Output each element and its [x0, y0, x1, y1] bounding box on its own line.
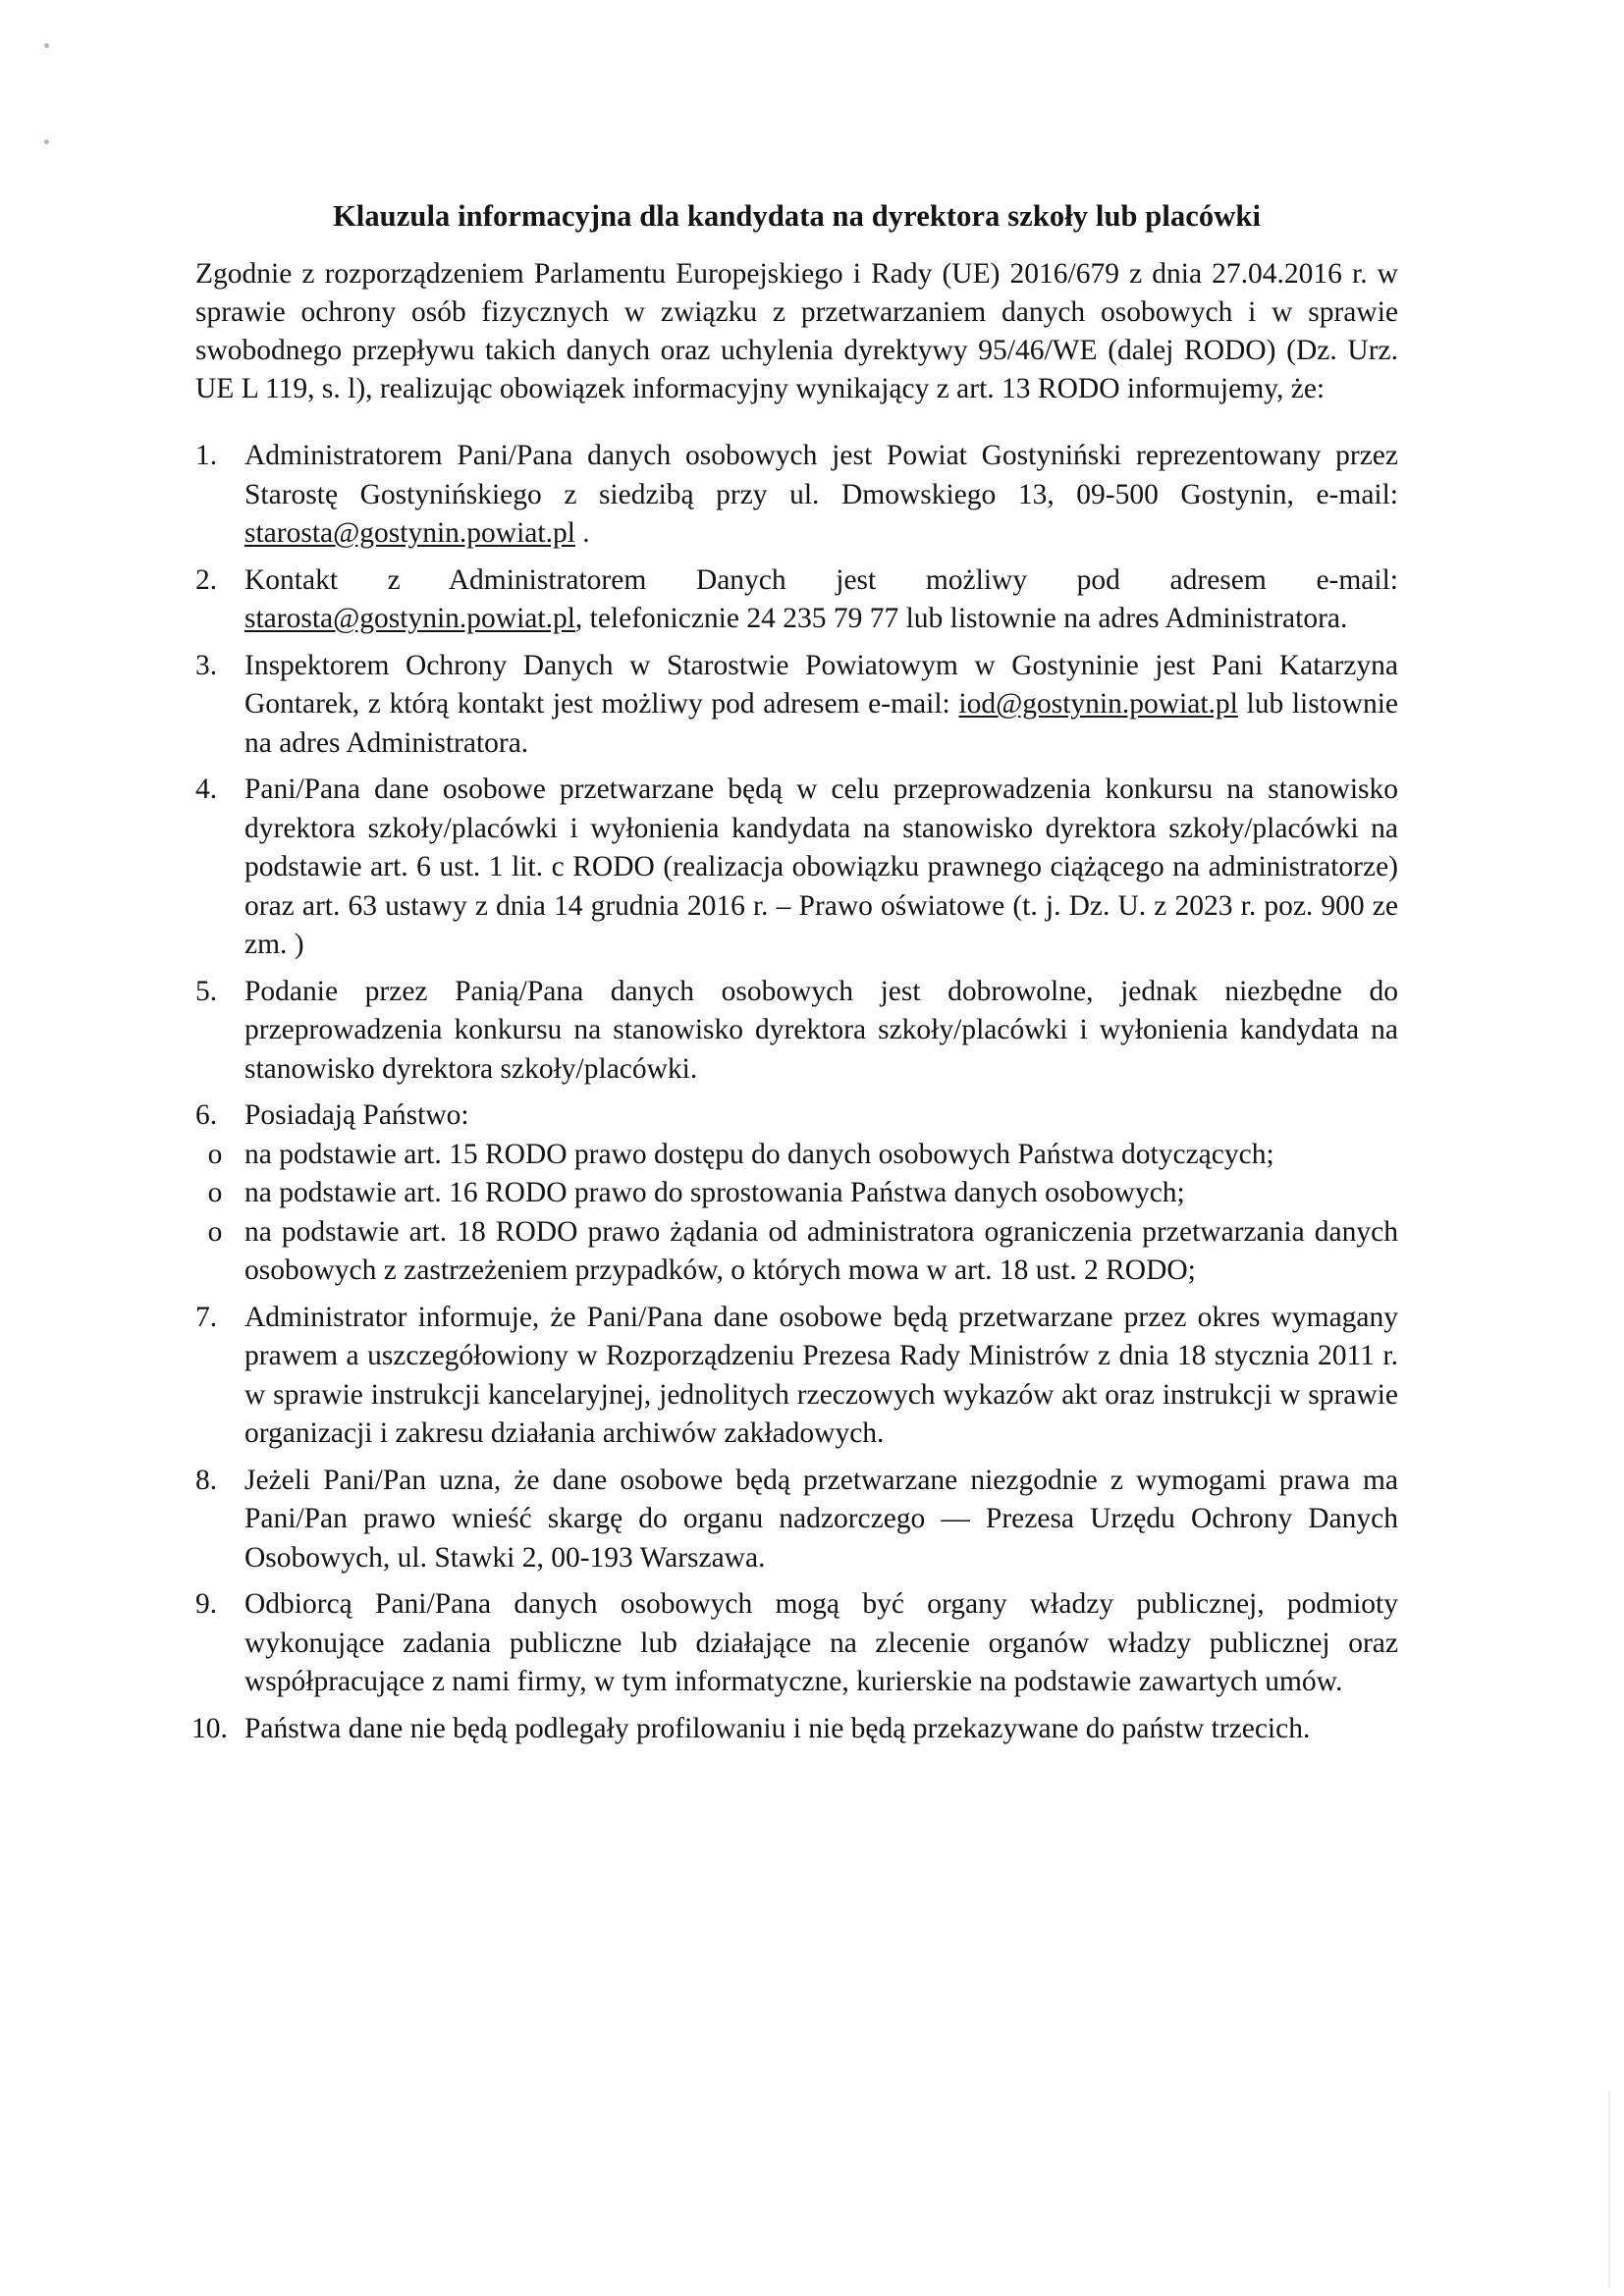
- email-link-starosta[interactable]: starosta@gostynin.powiat.pl: [244, 517, 575, 549]
- rights-item: [195, 1174, 1398, 1213]
- list-item-3: [195, 647, 1398, 764]
- item-text: Administrator informuje, że Pani/Pana dane osobowe będą przetwarzane przez okres wymagany prawem a uszczegółowiony w Rozporządzeniu Prezesa Rady Ministrów z dnia 18 stycznia 2011 r. w sprawie instrukcji kancelaryjnej, jednolitych rzeczowych wykazów akt oraz instrukcji w sprawie organizacji i zakresu działania archiwów zakładowych.: [244, 1301, 1398, 1449]
- item-text: Podanie przez Panią/Pana danych osobowych jest dobrowolne, jednak niezbędne do przeprowadzenia konkursu na stanowisko dyrektora szkoły/placówki i wyłonienia kandydata na stanowisko dyrektora szkoły/placówki.: [244, 975, 1398, 1085]
- item-text: Państwa dane nie będą podlegały profilowaniu i nie będą przekazywane do państw trzecich.: [244, 1712, 1311, 1744]
- rights-item: [195, 1136, 1398, 1175]
- bullet-icon: o: [207, 1215, 223, 1248]
- list-item-10: [191, 1710, 1398, 1749]
- list-item-5: [195, 973, 1398, 1090]
- item-number: 6.: [195, 1099, 218, 1131]
- item-text: Inspektorem Ochrony Danych w Starostwie Powiatowym w Gostyninie jest Pani Katarzyna Gontarek, z którą kontakt jest możliwy pod adresem e-mail:: [244, 649, 1398, 720]
- clause-list: [191, 437, 1398, 1748]
- list-item-6: [195, 1096, 1398, 1291]
- item-text: Pani/Pana dane osobowe przetwarzane będą w celu przeprowadzenia konkursu na stanowisko dyrektora szkoły/placówki i wyłonienia kandydata na stanowisko dyrektora szkoły/placówki na podstawie art. 6 ust. 1 lit. c RODO (realizacja obowiązku prawnego ciążącego na administratorze) oraz art. 63 ustawy z dnia 14 grudnia 2016 r. – Prawo oświatowe (t. j. Dz. U. z 2023 r. poz. 900 ze zm. ): [244, 774, 1398, 960]
- list-item-7: [195, 1299, 1398, 1454]
- list-item-4: [195, 771, 1398, 965]
- item-number: 9.: [195, 1588, 218, 1620]
- document-body: [191, 196, 1398, 1756]
- list-item-8: [195, 1462, 1398, 1578]
- item-number: 3.: [195, 649, 218, 681]
- email-link-iod[interactable]: iod@gostynin.powiat.pl: [958, 688, 1238, 720]
- item-number: 4.: [195, 774, 218, 805]
- scan-speck: [44, 43, 49, 48]
- item-text: Kontakt z Administratorem Danych jest możliwy pod adresem e-mail:: [244, 563, 1398, 596]
- item-number: 7.: [195, 1301, 218, 1333]
- bullet-icon: o: [207, 1177, 223, 1208]
- list-item-2: [195, 561, 1398, 639]
- scan-edge-shadow: [1608, 2091, 1610, 2287]
- list-item-1: [195, 437, 1398, 554]
- item-text: Posiadają Państwo:: [244, 1099, 469, 1131]
- item-text: Odbiorcą Pani/Pana danych osobowych mogą być organy władzy publicznej, podmioty wykonujące zadania publiczne lub działające na zlecenie organów władzy publicznej oraz współpracujące z nami firmy, w tym informatyczne, kurierskie na podstawie zawartych umów.: [244, 1588, 1398, 1697]
- bullet-icon: o: [207, 1138, 223, 1170]
- item-number: 10.: [191, 1712, 228, 1744]
- intro-paragraph: Zgodnie z rozporządzeniem Parlamentu Europejskiego i Rady (UE) 2016/679 z dnia 27.04.2016 r. w sprawie ochrony osób fizycznych w związku z przetwarzaniem danych osobowych i w sprawie swobodnego przepływu takich danych oraz uchylenia dyrektywy 95/46/WE (dalej RODO) (Dz. Urz. UE L 119, s. l), realizując obowiązek informacyjny wynikający z art. 13 RODO informujemy, że:: [195, 258, 1398, 404]
- item-text: .: [574, 517, 590, 549]
- item-number: 1.: [195, 440, 218, 471]
- item-number: 2.: [195, 563, 218, 596]
- item-number: 5.: [195, 975, 218, 1007]
- item-text: Administratorem Pani/Pana danych osobowych jest Powiat Gostyniński reprezentowany przez Starostę Gostynińskiego z siedzibą przy ul. Dmowskiego 13, 09-500 Gostynin, e-mail:: [244, 440, 1398, 510]
- rights-item: [195, 1213, 1398, 1291]
- list-item-9: [195, 1585, 1398, 1702]
- document-title: Klauzula informacyjna dla kandydata na dyrektora szkoły lub placówki: [332, 199, 1262, 233]
- rights-list: [207, 1136, 1398, 1291]
- rights-text: na podstawie art. 16 RODO prawo do sprostowania Państwa danych osobowych;: [244, 1177, 1185, 1208]
- scan-speck: [44, 139, 49, 144]
- item-text: Jeżeli Pani/Pan uzna, że dane osobowe będą przetwarzane niezgodnie z wymogami prawa ma Pani/Pan prawo wnieść skargę do organu nadzorczego — Prezesa Urzędu Ochrony Danych Osobowych, ul. Stawki 2, 00-193 Warszawa.: [244, 1464, 1398, 1574]
- rights-text: na podstawie art. 15 RODO prawo dostępu do danych osobowych Państwa dotyczących;: [244, 1138, 1274, 1170]
- item-text: lub listownie na adres Administratora.: [244, 688, 1398, 759]
- rights-text: na podstawie art. 18 RODO prawo żądania od administratora ograniczenia przetwarzania danych osobowych z zastrzeżeniem przypadków, o których mowa w art. 18 ust. 2 RODO;: [244, 1215, 1398, 1286]
- item-text: , telefonicznie 24 235 79 77 lub listownie na adres Administratora.: [574, 603, 1348, 634]
- email-link-starosta[interactable]: starosta@gostynin.powiat.pl: [244, 603, 575, 634]
- item-number: 8.: [195, 1464, 218, 1496]
